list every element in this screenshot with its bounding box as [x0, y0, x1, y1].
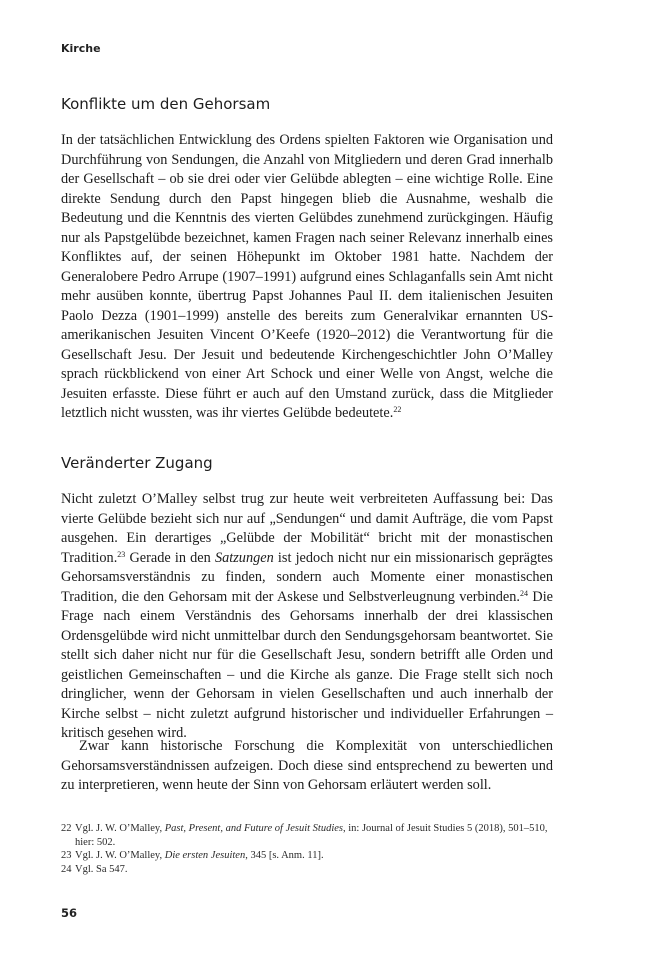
italic-satzungen: Satzungen	[214, 549, 274, 566]
section-heading-changed-approach: Veränderter Zugang	[61, 454, 213, 472]
footnote-ref-23[interactable]: 23	[117, 549, 126, 559]
paragraph-text-c: ist jedoch nicht nur ein missionarisch geprägtes Gehorsamsverständnis zu finden, sondern auch Momente einer monastischen Tradition, die den Gehorsam mit der Askese und Selbstverleugnung verbinden.	[61, 549, 553, 605]
footnote-text-pre: Vgl. J. W. O’Malley,	[75, 823, 165, 834]
paragraph-changed-approach	[61, 490, 553, 744]
paragraph-conflicts	[61, 131, 553, 424]
footnote-24	[61, 863, 553, 877]
footnote-number: 23	[61, 850, 72, 861]
footnote-text	[75, 822, 553, 849]
footnote-ref-22[interactable]: 22	[393, 405, 402, 414]
footnotes	[61, 822, 553, 876]
footnote-text	[75, 863, 553, 877]
paragraph-text: In der tatsächlichen Entwicklung des Ordens spielten Faktoren wie Organisation und Durchführung von Sendungen, die Anzahl von Mitgliedern und deren Grad innerhalb der Gesellschaft – ob sie drei oder vier Gelübde ablegten – eine wichtige Rolle. Eine direkte Sendung durch den Papst hingegen blieb die Ausnahme, weshalb die Bedeutung und die Kenntnis des vierten Gelübdes zunehmend zurückgingen. Häufig nur als Papstgelübde bezeichnet, kamen Fragen nach seiner Relevanz innerhalb eines Konfliktes auf, der seinen Höhepunkt im Oktober 1981 hatte. Nachdem der Generalobere Pedro Arrupe (1907–1991) aufgrund eines Schlaganfalls sein Amt nicht mehr ausüben konnte, übertrug Papst Johannes Paul II. dem italienischen Jesuiten Paolo Dezza (1901–1999) anstelle des bereits zum Generalvikar ernannten US-amerikanischen Jesuiten Vincent O’Keefe (1920–2012) die Verantwortung für die Gesellschaft Jesu. Der Jesuit und bedeutende Kirchengeschichtler John O’Malley sprach rückblickend von einer Art Schock und einer Welle von Angst, welche die Jesuiten erfasste. Diese führt er auch auf den Umstand zurück, dass die Mitglieder letztlich nicht wussten, was ihr viertes Gelübde bedeutete.	[61, 132, 553, 421]
footnote-ref-24[interactable]: 24	[519, 588, 528, 598]
section-heading-conflicts: Konflikte um den Gehorsam	[61, 95, 271, 113]
paragraph-text-b: Gerade in den	[125, 549, 215, 566]
footnote-text-pre: Vgl. J. W. O’Malley,	[75, 850, 165, 861]
footnote-text-post: , 345 [s. Anm. 11].	[245, 850, 324, 861]
paragraph-text-a: Nicht zuletzt O’Malley selbst trug zur heute weit verbreiteten Auffassung bei: Das vierte Gelübde bezieht sich nur auf „Sendungen“ und damit Aufträge, die vom Papst ausgehen. Ein derartiges „Gelübde der Mobilität“ bricht mit der monastischen Tradition.	[61, 491, 553, 566]
footnote-title: Past, Present, and Future of Jesuit Studies	[164, 823, 344, 834]
footnote-22	[61, 822, 553, 849]
footnote-text-pre: Vgl. Sa 547.	[75, 863, 128, 875]
paragraph-text-d: Die Frage nach einem Verständnis des Gehorsams innerhalb der drei klassischen Ordensgelübde wird nicht unmittelbar durch den Sendungsgehorsam beantwortet. Sie stellt sich daher nicht nur für die Gesellschaft Jesu, sondern betrifft alle Orden und geistlichen Gemeinschaften – und die Kirche als ganze. Die Frage stellt sich noch dringlicher, wenn der Gehorsam in vielen Gesellschaften und auch innerhalb der Kirche selbst – nicht zuletzt aufgrund historischer und individueller Erfahrungen – kritisch gesehen wird.	[61, 588, 554, 741]
footnote-text	[75, 849, 553, 863]
paragraph-historical-research: Zwar kann historische Forschung die Komplexität von unterschiedlichen Gehorsamsverständnissen aufzeigen. Doch diese sind entsprechend zu bewerten und zu interpretieren, wenn heute der Sinn von Gehorsam erläutert werden soll.	[61, 738, 553, 793]
page-number: 56	[61, 906, 78, 920]
footnote-title: Die ersten Jesuiten	[164, 850, 246, 861]
footnote-23	[61, 849, 553, 863]
footnote-text-post: , in: Journal of Jesuit Studies 5 (2018), 501–510, hier: 502.	[75, 823, 548, 848]
footnote-number: 24	[61, 863, 72, 875]
footnote-number: 22	[61, 823, 72, 834]
running-head: Kirche	[61, 42, 101, 55]
